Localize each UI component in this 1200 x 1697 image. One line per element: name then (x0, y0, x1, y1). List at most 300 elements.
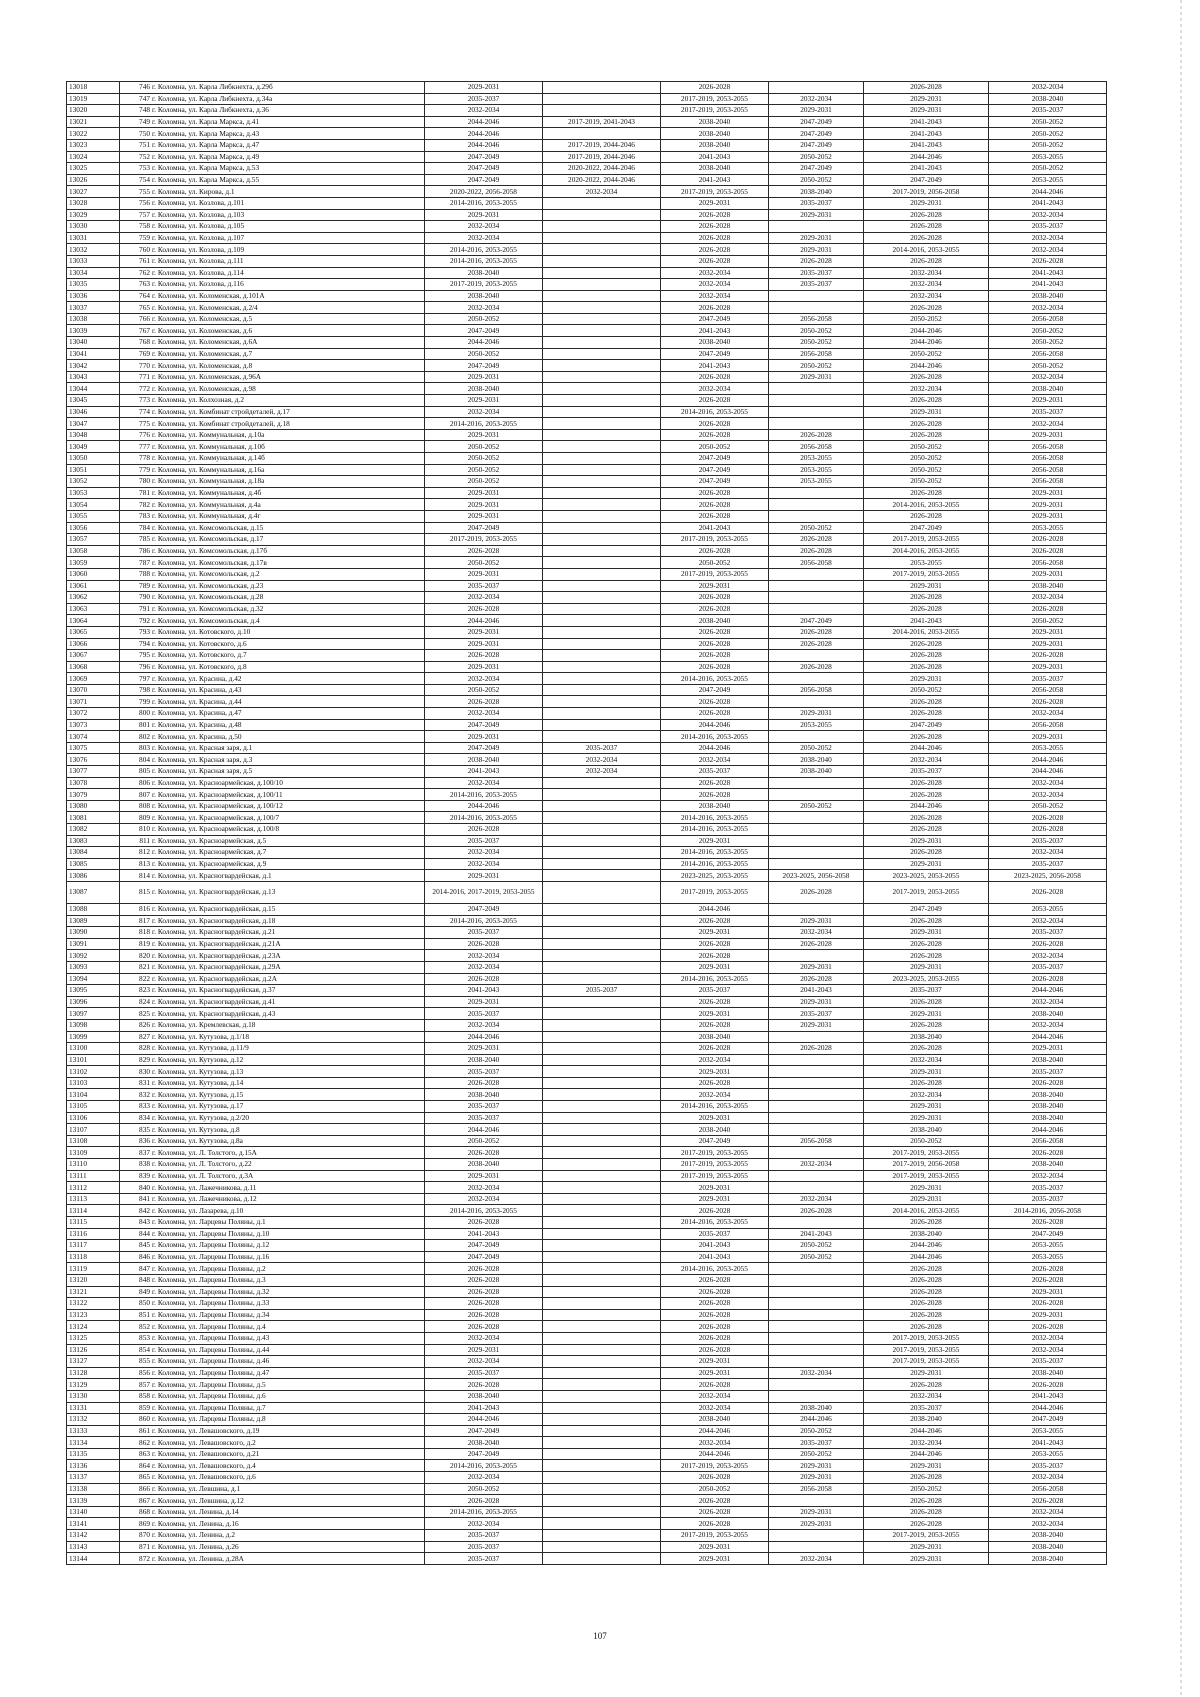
period-cell (543, 1414, 661, 1426)
period-cell: 2038-2040 (989, 1541, 1107, 1553)
table-row (67, 441, 1107, 453)
period-cell: 2026-2028 (425, 603, 543, 615)
address-text: г. Коломна, ул. Котовского, д.6 (152, 638, 247, 648)
address-text: г. Коломна, ул. Красноармейская, д.100/8 (152, 824, 280, 834)
period-cell (543, 1425, 661, 1437)
period-cell: 2032-2034 (989, 1170, 1107, 1182)
period-cell: 2050-2052 (769, 1425, 864, 1437)
row-id-cell: 13063 (67, 603, 120, 615)
period-cell: 2017-2019, 2053-2055 (864, 1170, 989, 1182)
row-id-cell: 13036 (67, 290, 120, 302)
period-cell: 2050-2052 (989, 163, 1107, 175)
row-number: 850 (139, 1298, 150, 1308)
table-row (67, 1402, 1107, 1414)
table-row (67, 302, 1107, 314)
period-cell: 2041-2043 (864, 163, 989, 175)
period-cell: 2026-2028 (864, 371, 989, 383)
table-row (67, 592, 1107, 604)
period-cell: 2026-2028 (864, 302, 989, 314)
table-row (67, 313, 1107, 325)
period-cell: 2029-2031 (769, 1506, 864, 1518)
period-cell (543, 267, 661, 279)
address-text: г. Коломна, ул. Комсомольская, д.23 (152, 580, 264, 590)
period-cell (543, 406, 661, 418)
address-cell (120, 186, 425, 198)
address-text: г. Коломна, ул. Ларцевы Поляны, д.46 (152, 1356, 270, 1366)
period-cell: 2032-2034 (543, 766, 661, 778)
row-number: 756 (139, 198, 150, 208)
period-cell: 2026-2028 (864, 650, 989, 662)
row-number: 748 (139, 105, 150, 115)
period-cell: 2029-2031 (661, 1367, 769, 1379)
period-cell: 2014-2016, 2053-2055 (661, 824, 769, 836)
period-cell: 2026-2028 (864, 812, 989, 824)
period-cell: 2032-2034 (543, 186, 661, 198)
address-cell (120, 1008, 425, 1020)
address-text: г. Коломна, ул. Красногвардейская, д.21 (152, 927, 276, 937)
address-text: г. Коломна, ул. Ларцевы Поляны, д.43 (152, 1333, 270, 1343)
row-id-cell: 13072 (67, 708, 120, 720)
period-cell: 2050-2052 (769, 1240, 864, 1252)
address-cell (120, 1159, 425, 1171)
address-cell (120, 557, 425, 569)
period-cell: 2029-2031 (425, 1043, 543, 1055)
period-cell: 2035-2037 (425, 1112, 543, 1124)
period-cell: 2056-2058 (769, 348, 864, 360)
period-cell: 2038-2040 (661, 615, 769, 627)
address-cell (120, 812, 425, 824)
address-cell (120, 1286, 425, 1298)
period-cell: 2032-2034 (989, 1518, 1107, 1530)
row-id-cell: 13088 (67, 903, 120, 915)
address-cell (120, 1356, 425, 1368)
period-cell: 2026-2028 (864, 1321, 989, 1333)
period-cell: 2029-2031 (989, 1043, 1107, 1055)
table-row (67, 835, 1107, 847)
period-cell: 2035-2037 (425, 1008, 543, 1020)
period-cell: 2035-2037 (661, 766, 769, 778)
period-cell: 2038-2040 (425, 267, 543, 279)
table-row (67, 1541, 1107, 1553)
period-cell: 2017-2019, 2053-2055 (864, 1530, 989, 1542)
table-row (67, 1356, 1107, 1368)
period-cell: 2029-2031 (864, 105, 989, 117)
table-row (67, 568, 1107, 580)
period-cell: 2050-2052 (769, 522, 864, 534)
period-cell: 2050-2052 (989, 615, 1107, 627)
address-cell (120, 128, 425, 140)
period-cell: 2032-2034 (989, 232, 1107, 244)
period-cell: 2050-2052 (425, 453, 543, 465)
table-row (67, 128, 1107, 140)
period-cell: 2047-2049 (661, 1135, 769, 1147)
period-cell: 2032-2034 (425, 1332, 543, 1344)
period-cell: 2026-2028 (661, 1205, 769, 1217)
address-text: г. Коломна, ул. Комсомольская, д.2 (152, 569, 260, 579)
address-cell (120, 151, 425, 163)
row-number: 783 (139, 511, 150, 521)
period-cell: 2029-2031 (425, 1344, 543, 1356)
period-cell (543, 580, 661, 592)
period-cell: 2032-2034 (661, 267, 769, 279)
period-cell: 2050-2052 (425, 476, 543, 488)
table-row (67, 881, 1107, 903)
period-cell (769, 1124, 864, 1136)
period-cell (543, 1101, 661, 1113)
period-cell: 2041-2043 (864, 615, 989, 627)
period-cell: 2047-2049 (425, 742, 543, 754)
period-cell (543, 847, 661, 859)
table-row (67, 105, 1107, 117)
period-cell: 2026-2028 (989, 1077, 1107, 1089)
row-id-cell: 13056 (67, 522, 120, 534)
period-cell: 2035-2037 (989, 858, 1107, 870)
address-text: г. Коломна, ул. Коломенская, д.7 (152, 348, 253, 358)
period-cell: 2035-2037 (425, 93, 543, 105)
period-cell: 2038-2040 (661, 1124, 769, 1136)
period-cell: 2044-2046 (425, 1414, 543, 1426)
row-id-cell: 13048 (67, 429, 120, 441)
period-cell: 2035-2037 (769, 197, 864, 209)
period-cell: 2032-2034 (989, 777, 1107, 789)
row-number: 872 (139, 1553, 150, 1563)
period-cell: 2038-2040 (864, 1228, 989, 1240)
row-id-cell: 13090 (67, 927, 120, 939)
table-row (67, 139, 1107, 151)
row-id-cell: 13115 (67, 1217, 120, 1229)
row-number: 767 (139, 325, 150, 335)
row-number: 829 (139, 1054, 150, 1064)
period-cell (543, 337, 661, 349)
period-cell: 2050-2052 (989, 360, 1107, 372)
address-cell (120, 650, 425, 662)
table-row (67, 267, 1107, 279)
period-cell (543, 93, 661, 105)
period-cell: 2035-2037 (864, 1402, 989, 1414)
period-cell: 2053-2055 (769, 719, 864, 731)
address-text: г. Коломна, ул. Ларцевы Поляны, д.34 (152, 1310, 270, 1320)
period-cell: 2056-2058 (769, 1483, 864, 1495)
period-cell: 2044-2046 (864, 360, 989, 372)
row-number: 797 (139, 673, 150, 683)
row-id-cell: 13102 (67, 1066, 120, 1078)
period-cell: 2026-2028 (989, 1263, 1107, 1275)
row-id-cell: 13114 (67, 1205, 120, 1217)
period-cell: 2029-2031 (864, 858, 989, 870)
period-cell: 2026-2028 (425, 1077, 543, 1089)
period-cell: 2047-2049 (425, 163, 543, 175)
period-cell: 2014-2016, 2053-2055 (661, 1101, 769, 1113)
period-cell (769, 82, 864, 94)
period-cell (769, 812, 864, 824)
period-cell (769, 290, 864, 302)
period-cell: 2026-2028 (769, 1205, 864, 1217)
period-cell (769, 1309, 864, 1321)
period-cell (543, 534, 661, 546)
address-text: г. Коломна, ул. Коммунальная, д.4а (152, 499, 261, 509)
address-text: г. Коломна, ул. Красноармейская, д.7 (152, 847, 267, 857)
period-cell (769, 580, 864, 592)
row-number: 765 (139, 302, 150, 312)
period-cell: 2035-2037 (989, 1066, 1107, 1078)
period-cell: 2029-2031 (989, 429, 1107, 441)
period-cell (769, 1112, 864, 1124)
period-cell: 2026-2028 (989, 824, 1107, 836)
address-cell (120, 1460, 425, 1472)
row-number: 753 (139, 163, 150, 173)
period-cell (543, 1147, 661, 1159)
address-cell (120, 1414, 425, 1426)
row-number: 820 (139, 950, 150, 960)
period-cell (543, 82, 661, 94)
table-row (67, 1043, 1107, 1055)
row-number: 779 (139, 464, 150, 474)
period-cell (543, 708, 661, 720)
address-text: г. Коломна, ул. Карла Маркса, д.55 (152, 175, 260, 185)
period-cell (543, 1367, 661, 1379)
table-row (67, 650, 1107, 662)
period-cell: 2029-2031 (864, 1112, 989, 1124)
period-cell: 2038-2040 (661, 163, 769, 175)
address-cell (120, 985, 425, 997)
period-cell (543, 1217, 661, 1229)
period-cell: 2044-2046 (661, 903, 769, 915)
row-number: 843 (139, 1217, 150, 1227)
period-cell: 2056-2058 (769, 441, 864, 453)
table-row (67, 244, 1107, 256)
table-row (67, 1506, 1107, 1518)
period-cell: 2026-2028 (864, 1472, 989, 1484)
row-id-cell: 13065 (67, 626, 120, 638)
period-cell: 2026-2028 (425, 1321, 543, 1333)
address-cell (120, 915, 425, 927)
row-number: 808 (139, 801, 150, 811)
period-cell: 2053-2055 (769, 476, 864, 488)
row-number: 867 (139, 1495, 150, 1505)
table-row (67, 603, 1107, 615)
row-number: 851 (139, 1310, 150, 1320)
period-cell: 2017-2019, 2053-2055 (864, 1356, 989, 1368)
period-cell: 2035-2037 (425, 580, 543, 592)
period-cell: 2026-2028 (661, 1332, 769, 1344)
row-id-cell: 13037 (67, 302, 120, 314)
address-text: г. Коломна, ул. Коммунальная, д.4б (152, 488, 262, 498)
period-cell: 2032-2034 (661, 279, 769, 291)
period-cell: 2038-2040 (661, 1414, 769, 1426)
period-cell: 2044-2046 (989, 186, 1107, 198)
period-cell: 2056-2058 (989, 1483, 1107, 1495)
table-row (67, 1309, 1107, 1321)
row-number: 865 (139, 1472, 150, 1482)
row-id-cell: 13075 (67, 742, 120, 754)
period-cell: 2026-2028 (425, 973, 543, 985)
period-cell: 2026-2028 (661, 418, 769, 430)
address-text: г. Коломна, ул. Кутузова, д.12 (152, 1054, 244, 1064)
table-row (67, 325, 1107, 337)
period-cell: 2050-2052 (864, 1483, 989, 1495)
period-cell: 2038-2040 (989, 1553, 1107, 1565)
period-cell (769, 592, 864, 604)
row-id-cell: 13126 (67, 1344, 120, 1356)
row-number: 786 (139, 546, 150, 556)
period-cell: 2017-2019, 2041-2043 (543, 116, 661, 128)
row-number: 861 (139, 1425, 150, 1435)
period-cell: 2026-2028 (864, 731, 989, 743)
row-number: 771 (139, 372, 150, 382)
table-row (67, 163, 1107, 175)
address-cell (120, 487, 425, 499)
period-cell: 2014-2016, 2053-2055 (661, 731, 769, 743)
period-cell: 2029-2031 (864, 406, 989, 418)
period-cell: 2029-2031 (769, 996, 864, 1008)
address-cell (120, 1425, 425, 1437)
address-text: г. Коломна, ул. Комсомольская, д.15 (152, 522, 264, 532)
row-number: 863 (139, 1449, 150, 1459)
address-cell (120, 1437, 425, 1449)
address-text: г. Коломна, ул. Козлова, д.105 (152, 221, 245, 231)
table-row (67, 1344, 1107, 1356)
period-cell: 2029-2031 (769, 961, 864, 973)
address-text: г. Коломна, ул. Красина, д.42 (152, 673, 242, 683)
table-row (67, 1135, 1107, 1147)
period-cell: 2026-2028 (425, 1217, 543, 1229)
period-cell: 2044-2046 (864, 1251, 989, 1263)
period-cell (769, 1147, 864, 1159)
period-cell: 2026-2028 (864, 1518, 989, 1530)
address-text: г. Коломна, ул. Ленина, д.28А (152, 1553, 244, 1563)
table-row (67, 1448, 1107, 1460)
period-cell: 2029-2031 (769, 244, 864, 256)
row-id-cell: 13077 (67, 766, 120, 778)
period-cell: 2026-2028 (864, 232, 989, 244)
period-cell: 2026-2028 (864, 82, 989, 94)
address-text: г. Коломна, ул. Красноармейская, д.5 (152, 835, 267, 845)
period-cell: 2041-2043 (989, 197, 1107, 209)
address-text: г. Коломна, ул. Коммунальная, д.16а (152, 464, 265, 474)
period-cell: 2032-2034 (543, 754, 661, 766)
row-id-cell: 13141 (67, 1518, 120, 1530)
period-cell: 2053-2055 (769, 464, 864, 476)
period-cell: 2014-2016, 2053-2055 (425, 197, 543, 209)
period-cell: 2038-2040 (769, 754, 864, 766)
period-cell: 2029-2031 (864, 1460, 989, 1472)
period-cell: 2026-2028 (661, 209, 769, 221)
period-cell (769, 1077, 864, 1089)
address-text: г. Коломна, ул. Кутузова, д.17 (152, 1101, 244, 1111)
row-id-cell: 13120 (67, 1274, 120, 1286)
period-cell: 2035-2037 (661, 1228, 769, 1240)
period-cell: 2014-2016, 2053-2055 (425, 255, 543, 267)
row-id-cell: 13067 (67, 650, 120, 662)
period-cell: 2032-2034 (425, 221, 543, 233)
period-cell: 2032-2034 (989, 708, 1107, 720)
period-cell: 2029-2031 (989, 1309, 1107, 1321)
address-cell (120, 568, 425, 580)
period-cell: 2026-2028 (864, 950, 989, 962)
row-number: 871 (139, 1541, 150, 1551)
period-cell: 2056-2058 (989, 557, 1107, 569)
period-cell: 2029-2031 (425, 731, 543, 743)
row-id-cell: 13116 (67, 1228, 120, 1240)
address-cell (120, 789, 425, 801)
period-cell: 2026-2028 (864, 510, 989, 522)
period-cell: 2026-2028 (864, 1077, 989, 1089)
address-text: г. Коломна, ул. Карла Либкнехта, д.34а (152, 93, 273, 103)
period-cell (543, 1170, 661, 1182)
address-cell (120, 197, 425, 209)
period-cell: 2056-2058 (989, 476, 1107, 488)
row-id-cell: 13135 (67, 1448, 120, 1460)
table-row (67, 1008, 1107, 1020)
address-cell (120, 973, 425, 985)
row-id-cell: 13029 (67, 209, 120, 221)
period-cell: 2017-2019, 2053-2055 (661, 186, 769, 198)
period-cell: 2026-2028 (864, 1309, 989, 1321)
address-text: г. Коломна, ул. Котовского, д.8 (152, 661, 247, 671)
period-cell: 2050-2052 (425, 1483, 543, 1495)
period-cell: 2038-2040 (989, 290, 1107, 302)
period-cell: 2014-2016, 2053-2055 (425, 915, 543, 927)
period-cell: 2050-2052 (425, 464, 543, 476)
address-cell (120, 1251, 425, 1263)
address-text: г. Коломна, ул. Ларцевы Поляны, д.3 (152, 1275, 266, 1285)
period-cell: 2044-2046 (864, 337, 989, 349)
period-cell (543, 1298, 661, 1310)
table-row (67, 903, 1107, 915)
address-cell (120, 1205, 425, 1217)
address-cell (120, 903, 425, 915)
row-id-cell: 13128 (67, 1367, 120, 1379)
period-cell: 2032-2034 (864, 754, 989, 766)
period-cell: 2038-2040 (864, 1414, 989, 1426)
address-cell (120, 927, 425, 939)
period-cell: 2050-2052 (769, 174, 864, 186)
row-number: 842 (139, 1205, 150, 1215)
row-id-cell: 13121 (67, 1286, 120, 1298)
address-cell (120, 209, 425, 221)
address-text: г. Коломна, ул. Кутузова, д.14 (152, 1078, 244, 1088)
period-cell: 2056-2058 (989, 453, 1107, 465)
period-cell: 2044-2046 (989, 754, 1107, 766)
table-row (67, 1321, 1107, 1333)
table-row (67, 221, 1107, 233)
period-cell: 2026-2028 (425, 1379, 543, 1391)
row-id-cell: 13123 (67, 1309, 120, 1321)
period-cell (543, 1541, 661, 1553)
address-text: г. Коломна, ул. Карла Либкнехта, д.29б (152, 82, 273, 92)
period-cell: 2026-2028 (864, 996, 989, 1008)
address-cell (120, 881, 425, 903)
row-id-cell: 13031 (67, 232, 120, 244)
table-row (67, 789, 1107, 801)
period-cell (543, 824, 661, 836)
period-cell: 2026-2028 (425, 1495, 543, 1507)
period-cell: 2029-2031 (425, 510, 543, 522)
row-id-cell: 13089 (67, 915, 120, 927)
period-cell (543, 673, 661, 685)
table-row (67, 719, 1107, 731)
address-text: г. Коломна, ул. Ларцевы Поляны, д.12 (152, 1240, 270, 1250)
period-cell (543, 1495, 661, 1507)
period-cell: 2026-2028 (769, 626, 864, 638)
row-id-cell: 13094 (67, 973, 120, 985)
period-cell: 2026-2028 (864, 221, 989, 233)
row-number: 802 (139, 731, 150, 741)
row-number: 831 (139, 1078, 150, 1088)
period-cell: 2032-2034 (425, 406, 543, 418)
period-cell: 2041-2043 (425, 1228, 543, 1240)
period-cell (543, 1483, 661, 1495)
